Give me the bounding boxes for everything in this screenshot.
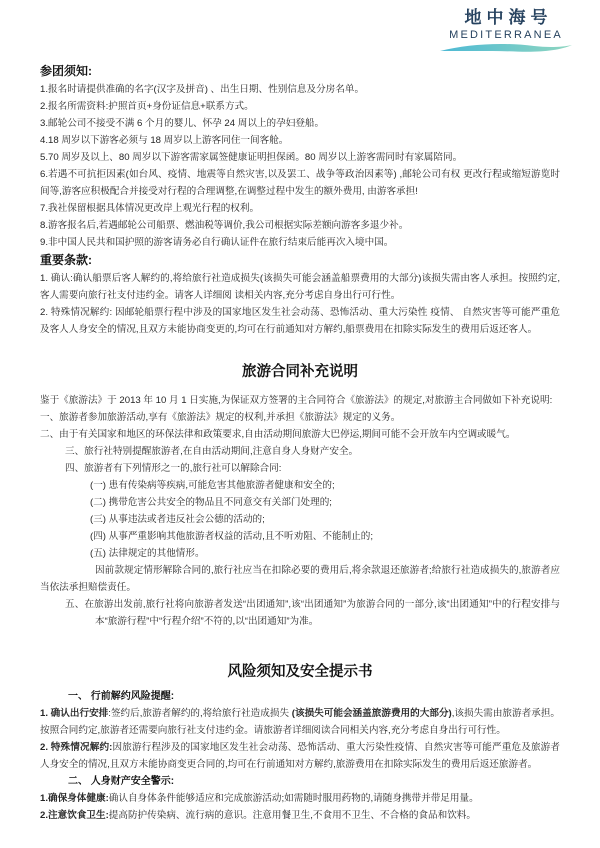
- risk-item-label: 1. 确认出行安排: [40, 708, 109, 719]
- supplement-clause: 因前款规定情形解除合同的,旅行社应当在扣除必要的费用后,将余款退还旅游者;给旅行社造成损失的,旅游者应当依法承担赔偿责任。: [40, 565, 560, 593]
- risk-heading: 风险须知及安全提示书: [227, 664, 373, 680]
- risk-section1-heading: 一、 行前解约风险提醒:: [68, 691, 175, 702]
- supplement-subitem: (四) 从事严重影响其他旅游者权益的活动,且不听劝阻、不能制止的;: [90, 531, 374, 542]
- notice-item: 9.非中国人民共和国护照的游客请务必自行确认证件在旅行结束后能再次入境中国。: [40, 237, 394, 248]
- important-terms-title: 重要条款:: [40, 253, 92, 267]
- notice-item: 6.若遇不可抗拒因素(如台风、疫情、地震等自然灾害,以及罢工、战争等政治因素等) ,邮轮公司有权 更改行程或缩短游览时间等,游客应积极配合并接受对行程的合理调整,在调整过程中发生的额外费用, 由游客承担!: [40, 169, 560, 197]
- risk-item: [40, 790, 560, 807]
- risk-item: [40, 739, 560, 773]
- supplement-item: 三、旅行社特别提醒旅游者,在自由活动期间,注意自身人身财产安全。: [65, 446, 359, 457]
- supplement-subitem: (二) 携带危害公共安全的物品且不同意交有关部门处理的;: [90, 497, 332, 508]
- notice-item: 1.报名时请提供准确的名字(汉字及拼音) 、出生日期、性别信息及分房名单。: [40, 84, 365, 95]
- risk-section2-heading: 二、 人身财产安全警示:: [68, 776, 175, 787]
- supplement-heading: 旅游合同补充说明: [242, 364, 358, 380]
- notice-item: 2.报名所需资料:护照首页+身份证信息+联系方式。: [40, 101, 254, 112]
- notice-item: 8.游客报名后,若遇邮轮公司船票、燃油税等调价,我公司根据实际差额向游客多退少补。: [40, 220, 409, 231]
- important-term-item: 1. 确认:确认船票后客人解约的,将给旅行社造成损失(该损失可能会涵盖船票费用的大部分)该损失需由客人承担。按照约定,客人需要向旅行社支付违约金。请客人详细阅 读相关内容,充分考虑自身出行可行性。: [40, 273, 560, 301]
- notice-item: 3.邮轮公司不接受不满 6 个月的婴儿、怀孕 24 周以上的孕妇登船。: [40, 118, 325, 129]
- notice-item: 5.70 周岁及以上、80 周岁以下游客需家属签健康证明担保函。80 周岁以上游客需同时有家属陪同。: [40, 152, 463, 163]
- notice-section-title: 参团须知:: [40, 64, 92, 78]
- supplement-subitem: (一) 患有传染病等疾病,可能危害其他旅游者健康和安全的;: [90, 480, 335, 491]
- brand-logo: [432, 8, 580, 53]
- brand-name-chinese: 地中海号: [464, 8, 553, 27]
- risk-item: [40, 807, 560, 824]
- notice-item: 4.18 周岁以下游客必须与 18 周岁以上游客同住一间客舱。: [40, 135, 289, 146]
- supplement-subitem: (三) 从事违法或者违反社会公德的活动的;: [90, 514, 265, 525]
- brand-name-english: MEDITERRANEA: [449, 28, 563, 41]
- risk-item: [40, 705, 560, 739]
- wave-icon: [440, 43, 572, 53]
- supplement-item: 一、旅游者参加旅游活动,享有《旅游法》规定的权利,并承担《旅游法》规定的义务。: [40, 412, 401, 423]
- risk-item-text: :签约后,旅游者解约的,将给旅行社造成损失: [108, 708, 292, 719]
- supplement-subitem: (五) 法律规定的其他情形。: [90, 548, 205, 559]
- notice-item: 7.我社保留根据具体情况更改岸上观光行程的权利。: [40, 203, 260, 214]
- risk-item-label: 2.注意饮食卫生:: [40, 810, 109, 821]
- supplement-item: 二、由于有关国家和地区的环保法律和政策要求,自由活动期间旅游大巴停运,期间可能不会开放车内空调或暖气。: [40, 429, 516, 440]
- risk-item-label: 2. 特殊情况解约:: [40, 742, 113, 753]
- important-term-item: 2. 特殊情况解约: 因邮轮船票行程中涉及的国家地区发生社会动荡、恐怖活动、重大污染性 疫情、 自然灾害等可能严重危及客人人身安全的情况,且双方未能协商变更的,均可在行前通知对方解约,船票费用在扣除实际发生的费用后返还客人。: [40, 307, 560, 335]
- risk-item-text: 确认自身体条件能够适应和完成旅游活动;如需随时服用药物的,请随身携带并带足用量。: [108, 793, 479, 804]
- supplement-item: 五、在旅游出发前,旅行社将向旅游者发送“出团通知”,该“出团通知”为旅游合同的一部分,该“出团通知”中的行程安排与本“旅游行程”中“行程介绍”不符的,以“出团通知”为准。: [65, 599, 560, 627]
- risk-item-text: ,该损失需由旅游者承担。按照合同约定,旅游者还需要向旅行社支付违约金。请旅游者详细阅读合同相关内容,充分考虑自身出行可行性。: [40, 708, 561, 736]
- supplement-intro: 鉴于《旅游法》于 2013 年 10 月 1 日实施,为保证双方签署的主合同符合《旅游法》的规定,对旅游主合同做如下补充说明:: [40, 395, 553, 406]
- risk-item-text: 因旅游行程涉及的国家地区发生社会动荡、恐怖活动、重大污染性疫情、自然灾害等可能严重危及旅游者人身安全的情况,且双方未能协商变更合同的,均可在行前通知对方解约,旅游费用在扣除实际发生的费用后返还旅游者。: [40, 742, 560, 770]
- risk-item-text: 提高防护传染病、流行病的意识。注意用餐卫生,不食用不卫生、不合格的食品和饮料。: [108, 810, 476, 821]
- risk-item-bold-note: (该损失可能会涵盖旅游费用的大部分): [291, 708, 452, 719]
- supplement-item: 四、旅游者有下列情形之一的,旅行社可以解除合同:: [65, 463, 282, 474]
- risk-item-label: 1.确保身体健康:: [40, 793, 109, 804]
- document-body: [40, 6, 560, 824]
